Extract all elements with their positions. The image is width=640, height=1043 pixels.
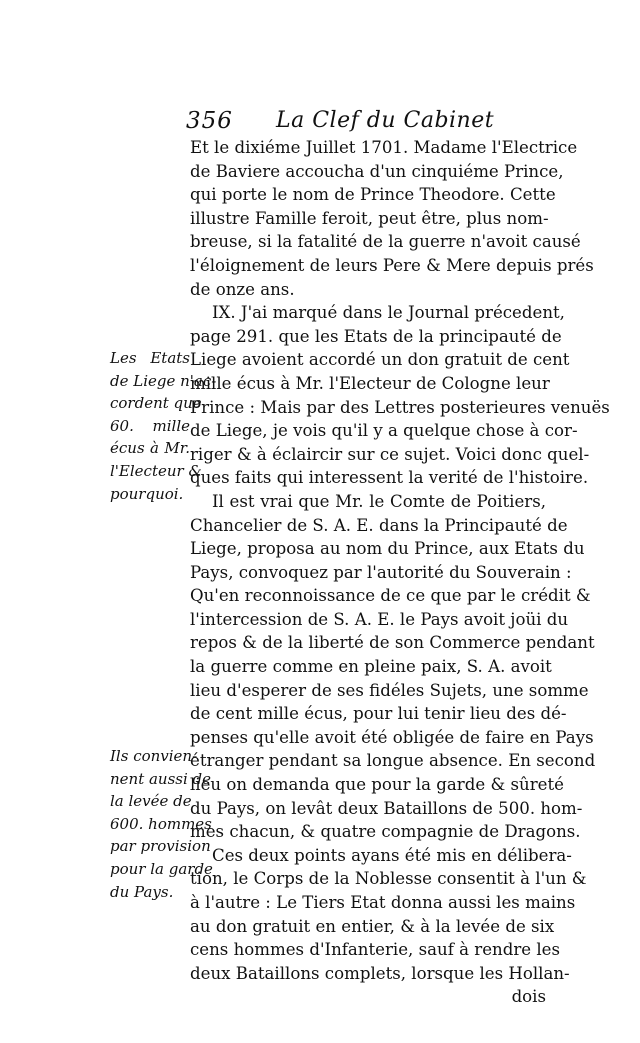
text-line: Pays, convoquez par l'autorité du Souverain : — [190, 562, 572, 582]
margin-note-line: 60. mille — [110, 416, 190, 435]
text-line: penses qu'elle avoit été obligée de faire en Pays — [190, 727, 594, 747]
text-line: mes chacun, & quatre compagnie de Dragons. — [190, 822, 581, 842]
text-line: Chancelier de S. A. E. dans la Principauté de — [190, 515, 568, 535]
margin-note-line: de Liege n'ac- — [110, 371, 217, 390]
text-line: ques faits qui interessent la verité de l'histoire. — [190, 468, 589, 488]
margin-note-line: l'Electeur & — [110, 461, 202, 480]
margin-note-states-of-liege — [110, 347, 217, 505]
text-line: l'éloignement de leurs Pere & Mere depuis prés — [190, 255, 594, 275]
text-line: au don gratuit en entier, & à la levée de six — [190, 916, 555, 936]
text-line: Liege, proposa au nom du Prince, aux Etats du — [190, 539, 585, 559]
text-line: du Pays, on levât deux Bataillons de 500. hom- — [190, 798, 583, 818]
text-line: Et le dixiéme Juillet 1701. Madame l'Electrice — [190, 138, 578, 157]
text-line: à l'autre : Le Tiers Etat donna aussi les mains — [190, 893, 576, 912]
text-line: IX. J'ai marqué dans le Journal précedent, — [212, 303, 565, 323]
text-line: Prince : Mais par des Lettres posterieures venuës — [190, 397, 610, 417]
text-line: illustre Famille feroit, peut être, plus nom- — [190, 208, 549, 228]
text-line: l'intercession de S. A. E. le Pays avoit joüi du — [190, 609, 569, 629]
text-line: riger & à éclaircir sur ce sujet. Voici donc quel- — [190, 444, 590, 464]
text-line: qui porte le nom de Prince Theodore. Cette — [190, 185, 556, 205]
margin-note-line: la levée de — [110, 792, 192, 811]
text-line: cens hommes d'Infanterie, sauf à rendre les — [190, 940, 561, 960]
margin-note-line: écus à Mr. — [110, 439, 190, 458]
text-line: repos & de la liberté de son Commerce pendant — [190, 633, 595, 653]
margin-note-levy-of-troops — [110, 745, 213, 903]
text-line: mille écus à Mr. l'Electeur de Cologne leur — [190, 373, 550, 393]
margin-note-line: Ils convien- — [110, 747, 198, 765]
margin-note-line: nent aussi de — [110, 769, 212, 788]
margin-note-line: par provision — [110, 837, 211, 856]
catchword: dois — [511, 987, 546, 1007]
text-line: de Baviere accoucha d'un cinquiéme Prince, — [190, 161, 564, 181]
text-line: lieu on demanda que pour la garde & sûreté — [190, 775, 564, 795]
text-line: de Liege, je vois qu'il y a quelque chose à cor- — [190, 421, 578, 441]
margin-note-line: cordent que — [110, 394, 202, 413]
text-line: tion, le Corps de la Noblesse consentit à l'un & — [190, 869, 587, 889]
text-line: la guerre comme en pleine paix, S. A. avoit — [190, 657, 552, 677]
margin-note-line: Les Etats — [110, 349, 190, 367]
margin-note-line: pour la garde — [110, 859, 213, 878]
text-line: Liege avoient accordé un don gratuit de cent — [190, 350, 570, 370]
text-line: Il est vrai que Mr. le Comte de Poitiers, — [212, 491, 546, 511]
running-title: La Clef du Cabinet — [276, 108, 495, 133]
margin-note-line: 600. hommes — [110, 814, 212, 833]
body-text — [190, 136, 610, 1009]
page-number: 356 — [186, 108, 233, 134]
text-line: étranger pendant sa longue absence. En second — [190, 751, 596, 771]
text-line: deux Bataillons complets, lorsque les Hollan- — [190, 963, 570, 983]
text-line: de cent mille écus, pour lui tenir lieu des dé- — [190, 704, 567, 724]
text-line: page 291. que les Etats de la principauté de — [190, 326, 562, 346]
text-line: Ces deux points ayans été mis en délibera- — [212, 845, 572, 865]
text-line: lieu d'esperer de ses fidéles Sujets, une somme — [190, 680, 589, 700]
text-line: de onze ans. — [190, 279, 295, 299]
margin-note-line: du Pays. — [110, 882, 174, 901]
text-line: Qu'en reconnoissance de ce que par le crédit & — [190, 586, 591, 606]
text-line: breuse, si la fatalité de la guerre n'avoit causé — [190, 232, 581, 252]
margin-note-line: pourquoi. — [110, 484, 184, 503]
